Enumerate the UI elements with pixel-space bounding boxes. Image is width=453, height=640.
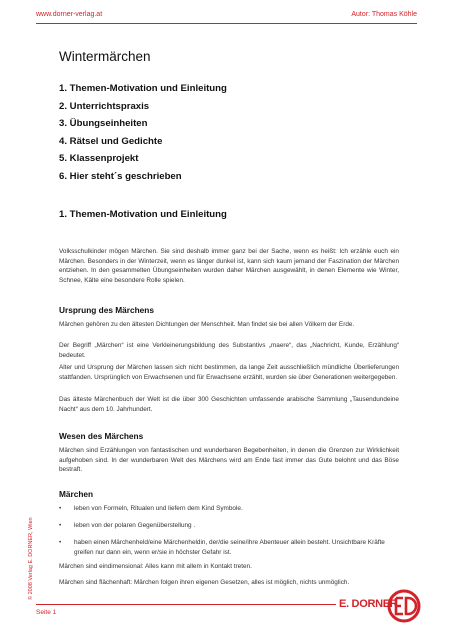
sidebar-copyright — [28, 517, 40, 600]
footer-rule — [36, 604, 336, 605]
logo-text: E. DORNER — [339, 598, 398, 610]
toc-item: 3. Übungseinheiten — [59, 118, 148, 130]
dorner-logo — [339, 589, 421, 623]
paragraph: Märchen gehören zu den ältesten Dichtungen der Menschheit. Man findet sie bei allen Völkern der Erde. — [59, 321, 355, 328]
list-item: • haben einen Märchenheld/eine Märchenheldin, der/die seine/ihre Abenteuer allein besteht. Unsichtbare Kräfte greifen nur dann ein, wenn er/sie in höchster Gefahr ist. — [59, 539, 385, 556]
list-item: • leben von Formeln, Ritualen und liefern dem Kind Symbole. — [59, 505, 243, 512]
toc-item: 6. Hier steht´s geschrieben — [59, 170, 182, 182]
document-title: Wintermärchen — [59, 49, 151, 64]
bullet-icon: • — [59, 522, 62, 529]
paragraph: Alter und Ursprung der Märchen lassen sich nicht bestimmen, da lange Zeit ausschließlich mündliche Überlieferungen stattfanden. Ursprünglich von Erwachsenen und für Erwachsene erzählt, wurden sie über Generationen weitergegeben. — [59, 364, 399, 381]
subheading-wesen: Wesen des Märchens — [59, 431, 144, 441]
paragraph: Märchen sind eindimensional: Alles kann mit allem in Kontakt treten. — [59, 563, 252, 570]
toc-item: 4. Rätsel und Gedichte — [59, 135, 163, 147]
paragraph: Märchen sind Erzählungen von fantastischen und wunderbaren Begebenheiten, in denen die Grenzen zur Wirklichkeit aufgehoben sind. In der wunderbaren Welt des Märchens wird am Ende fast immer das Gute belohnt und das Böse bestraft. — [59, 447, 399, 474]
copyright-text: © 2008 Verlag E. DORNER, Wien — [28, 517, 34, 600]
page-number: Seite 1 — [36, 609, 57, 616]
paragraph: Der Begriff „Märchen“ ist eine Verkleinerungsbildung des Substantivs „maere“, das „Nachricht, Kunde, Erzählung“ bedeutet. — [59, 342, 399, 359]
bullet-icon: • — [59, 539, 62, 546]
author-credit: Autor: Thomas Köhle — [351, 11, 417, 18]
paragraph: Das älteste Märchenbuch der Welt ist die über 300 Geschichten umfassende arabische Sammlung „Tausendundeine Nacht“ aus dem 10. Jahrhundert. — [59, 396, 399, 413]
table-of-contents — [59, 80, 399, 186]
bullet-icon: • — [59, 505, 62, 512]
header-rule — [36, 23, 417, 24]
publisher-website[interactable]: www.dorner-verlag.at — [36, 11, 103, 18]
toc-item: 5. Klassenprojekt — [59, 153, 139, 165]
page-header — [36, 11, 417, 21]
document-body — [59, 48, 399, 586]
paragraph: Märchen sind flächenhaft: Märchen folgen ihren eigenen Gesetzen, alles ist möglich, nichts unmöglich. — [59, 579, 350, 586]
toc-item: 1. Themen-Motivation und Einleitung — [59, 83, 227, 94]
section-heading: 1. Themen-Motivation und Einleitung — [59, 209, 227, 220]
subheading-ursprung: Ursprung des Märchens — [59, 305, 154, 315]
toc-item: 2. Unterrichtspraxis — [59, 100, 150, 112]
list-item: • leben von der polaren Gegenüberstellung . — [59, 522, 196, 529]
ed-logo-icon — [387, 589, 421, 623]
subheading-maerchen: Märchen — [59, 489, 94, 499]
intro-paragraph: Volksschulkinder mögen Märchen. Sie sind deshalb immer ganz bei der Sache, wenn es heißt: Ich erzähle euch ein Märchen. Besonders in der Winterzeit, wenn es länger dunkel ist, kann sich kaum jemand der Faszination der Märchen entziehen. In den gesammelten Übungseinheiten wurden daher Märchen ausgewählt, in denen Elemente wie Winter, Schnee, Kälte eine besondere Rolle spielen. — [59, 248, 399, 285]
